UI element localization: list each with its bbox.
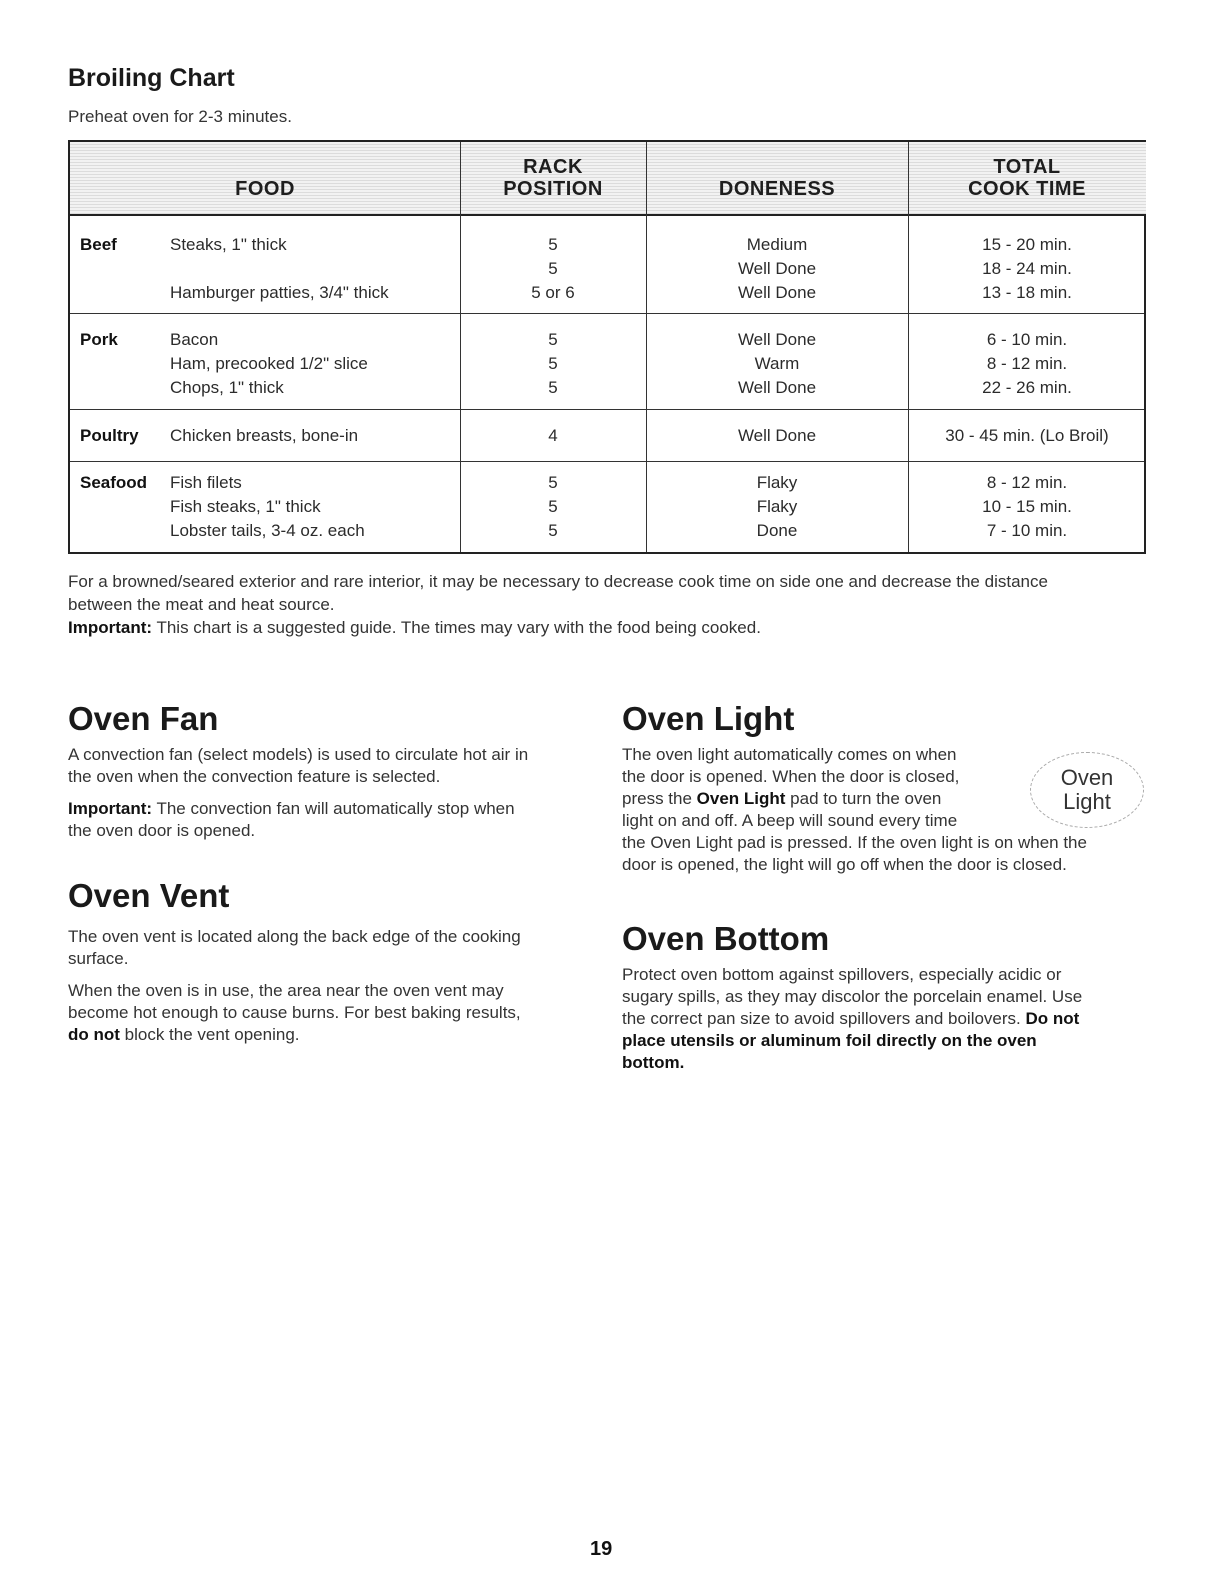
broiling-chart-subtitle: Preheat oven for 2-3 minutes. xyxy=(68,107,292,126)
text-line: the oven door is opened. xyxy=(68,821,256,840)
food-cell: Hamburger patties, 3/4" thick xyxy=(170,283,389,302)
time-cell: 15 - 20 min. xyxy=(982,235,1072,254)
time-cell: 10 - 15 min. xyxy=(982,497,1072,516)
time-cell: 18 - 24 min. xyxy=(982,259,1072,278)
important-label: Important: xyxy=(68,618,153,637)
pad-label: Oven xyxy=(1060,765,1114,790)
text-line: Protect oven bottom against spillovers, especially acidic or xyxy=(622,965,1062,984)
header-rack-position: RACK POSITION xyxy=(460,142,646,216)
rack-cell: 5 xyxy=(548,235,558,254)
note-line: For a browned/seared exterior and rare interior, it may be necessary to decrease cook time on side one and decrease the distance xyxy=(68,572,1048,591)
text-line: sugary spills, as they may discolor the porcelain enamel. Use xyxy=(622,987,1083,1006)
text-line: the door is opened. When the door is closed, xyxy=(622,767,960,786)
doneness-cell: Well Done xyxy=(737,378,817,397)
rack-cell: 5 xyxy=(548,259,558,278)
text-line: light on and off. A beep will sound every time xyxy=(622,811,958,830)
oven-bottom-text xyxy=(622,964,1162,1074)
pad-label: Light xyxy=(1063,789,1111,814)
text-line: The oven vent is located along the back edge of the cooking xyxy=(68,927,521,946)
time-cell: 22 - 26 min. xyxy=(982,378,1072,397)
doneness-cell: Well Done xyxy=(737,330,817,349)
text-line: the Oven Light pad is pressed. If the oven light is on when the xyxy=(622,833,1087,852)
time-cell: 7 - 10 min. xyxy=(986,521,1068,540)
food-cell: Ham, precooked 1/2" slice xyxy=(170,354,368,373)
broiling-table xyxy=(68,140,1146,554)
important-text: The convection fan will automatically stop when xyxy=(152,799,515,818)
important-label: Important: xyxy=(68,799,153,818)
category-label: Pork xyxy=(80,330,118,349)
text-line: door is opened, the light will go off when the door is closed. xyxy=(622,855,1067,874)
doneness-cell: Well Done xyxy=(737,283,817,302)
food-cell: Fish filets xyxy=(170,473,242,492)
text: block the vent opening. xyxy=(119,1025,300,1044)
header-doneness: DONENESS xyxy=(646,142,908,216)
doneness-cell: Well Done xyxy=(737,426,817,445)
text-line xyxy=(622,1008,1162,1030)
bold-text: do not xyxy=(68,1025,120,1044)
category-label: Beef xyxy=(80,235,117,254)
food-cell: Chicken breasts, bone-in xyxy=(170,426,359,445)
category-label: Poultry xyxy=(80,426,139,445)
oven-bottom-title: Oven Bottom xyxy=(622,920,830,957)
time-cell: 8 - 12 min. xyxy=(986,354,1068,373)
doneness-cell: Well Done xyxy=(737,259,817,278)
food-cell: Bacon xyxy=(170,330,219,349)
page-number: 19 xyxy=(590,1538,613,1560)
broiling-chart-title: Broiling Chart xyxy=(68,64,235,92)
broiling-note xyxy=(68,570,1158,639)
row-divider xyxy=(70,461,1144,462)
row-divider xyxy=(70,409,1144,410)
time-cell: 13 - 18 min. xyxy=(982,283,1072,302)
oven-light-title: Oven Light xyxy=(622,700,795,737)
rack-cell: 5 xyxy=(548,473,558,492)
text: press the xyxy=(622,789,697,808)
food-cell: Lobster tails, 3-4 oz. each xyxy=(170,521,365,540)
food-cell: Steaks, 1" thick xyxy=(170,235,287,254)
doneness-cell: Flaky xyxy=(756,497,798,516)
rack-cell: 5 or 6 xyxy=(531,283,575,302)
text-line: bottom. xyxy=(622,1053,685,1072)
oven-vent-text xyxy=(68,926,598,1046)
header-food: FOOD xyxy=(70,142,460,216)
oven-fan-text xyxy=(68,744,598,842)
rack-cell: 4 xyxy=(548,426,558,445)
text-line: A convection fan (select models) is used to circulate hot air in xyxy=(68,745,529,764)
important-text: This chart is a suggested guide. The times may vary with the food being cooked. xyxy=(152,618,761,637)
text-line: place utensils or aluminum foil directly on the oven xyxy=(622,1031,1037,1050)
text-line xyxy=(68,1024,598,1046)
text-line: surface. xyxy=(68,949,129,968)
row-divider xyxy=(70,313,1144,314)
header-total-cook-time: TOTAL COOK TIME xyxy=(908,142,1146,216)
bold-text: Do not xyxy=(1025,1009,1080,1028)
text-line: The oven light automatically comes on when xyxy=(622,745,957,764)
food-cell: Fish steaks, 1" thick xyxy=(170,497,321,516)
text-line: the oven when the convection feature is selected. xyxy=(68,767,441,786)
text: the correct pan size to avoid spillovers and boilovers. xyxy=(622,1009,1026,1028)
text-line: become hot enough to cause burns. For best baking results, xyxy=(68,1003,521,1022)
time-cell: 8 - 12 min. xyxy=(986,473,1068,492)
rack-cell: 5 xyxy=(548,497,558,516)
rack-cell: 5 xyxy=(548,354,558,373)
oven-light-pad-icon xyxy=(1030,752,1144,828)
rack-cell: 5 xyxy=(548,330,558,349)
bold-text: Oven Light xyxy=(696,789,786,808)
rack-cell: 5 xyxy=(548,521,558,540)
text: pad to turn the oven xyxy=(785,789,942,808)
text-line xyxy=(68,798,598,820)
doneness-cell: Medium xyxy=(746,235,808,254)
oven-fan-title: Oven Fan xyxy=(68,700,219,737)
doneness-cell: Done xyxy=(756,521,798,540)
doneness-cell: Flaky xyxy=(756,473,798,492)
rack-cell: 5 xyxy=(548,378,558,397)
time-cell: 6 - 10 min. xyxy=(986,330,1068,349)
category-label: Seafood xyxy=(80,473,148,492)
text-line: When the oven is in use, the area near the oven vent may xyxy=(68,981,504,1000)
doneness-cell: Warm xyxy=(754,354,800,373)
oven-vent-title: Oven Vent xyxy=(68,877,230,914)
note-line: between the meat and heat source. xyxy=(68,595,335,614)
food-cell: Chops, 1" thick xyxy=(170,378,284,397)
important-note xyxy=(68,616,1158,639)
time-cell: 30 - 45 min. (Lo Broil) xyxy=(945,426,1109,445)
